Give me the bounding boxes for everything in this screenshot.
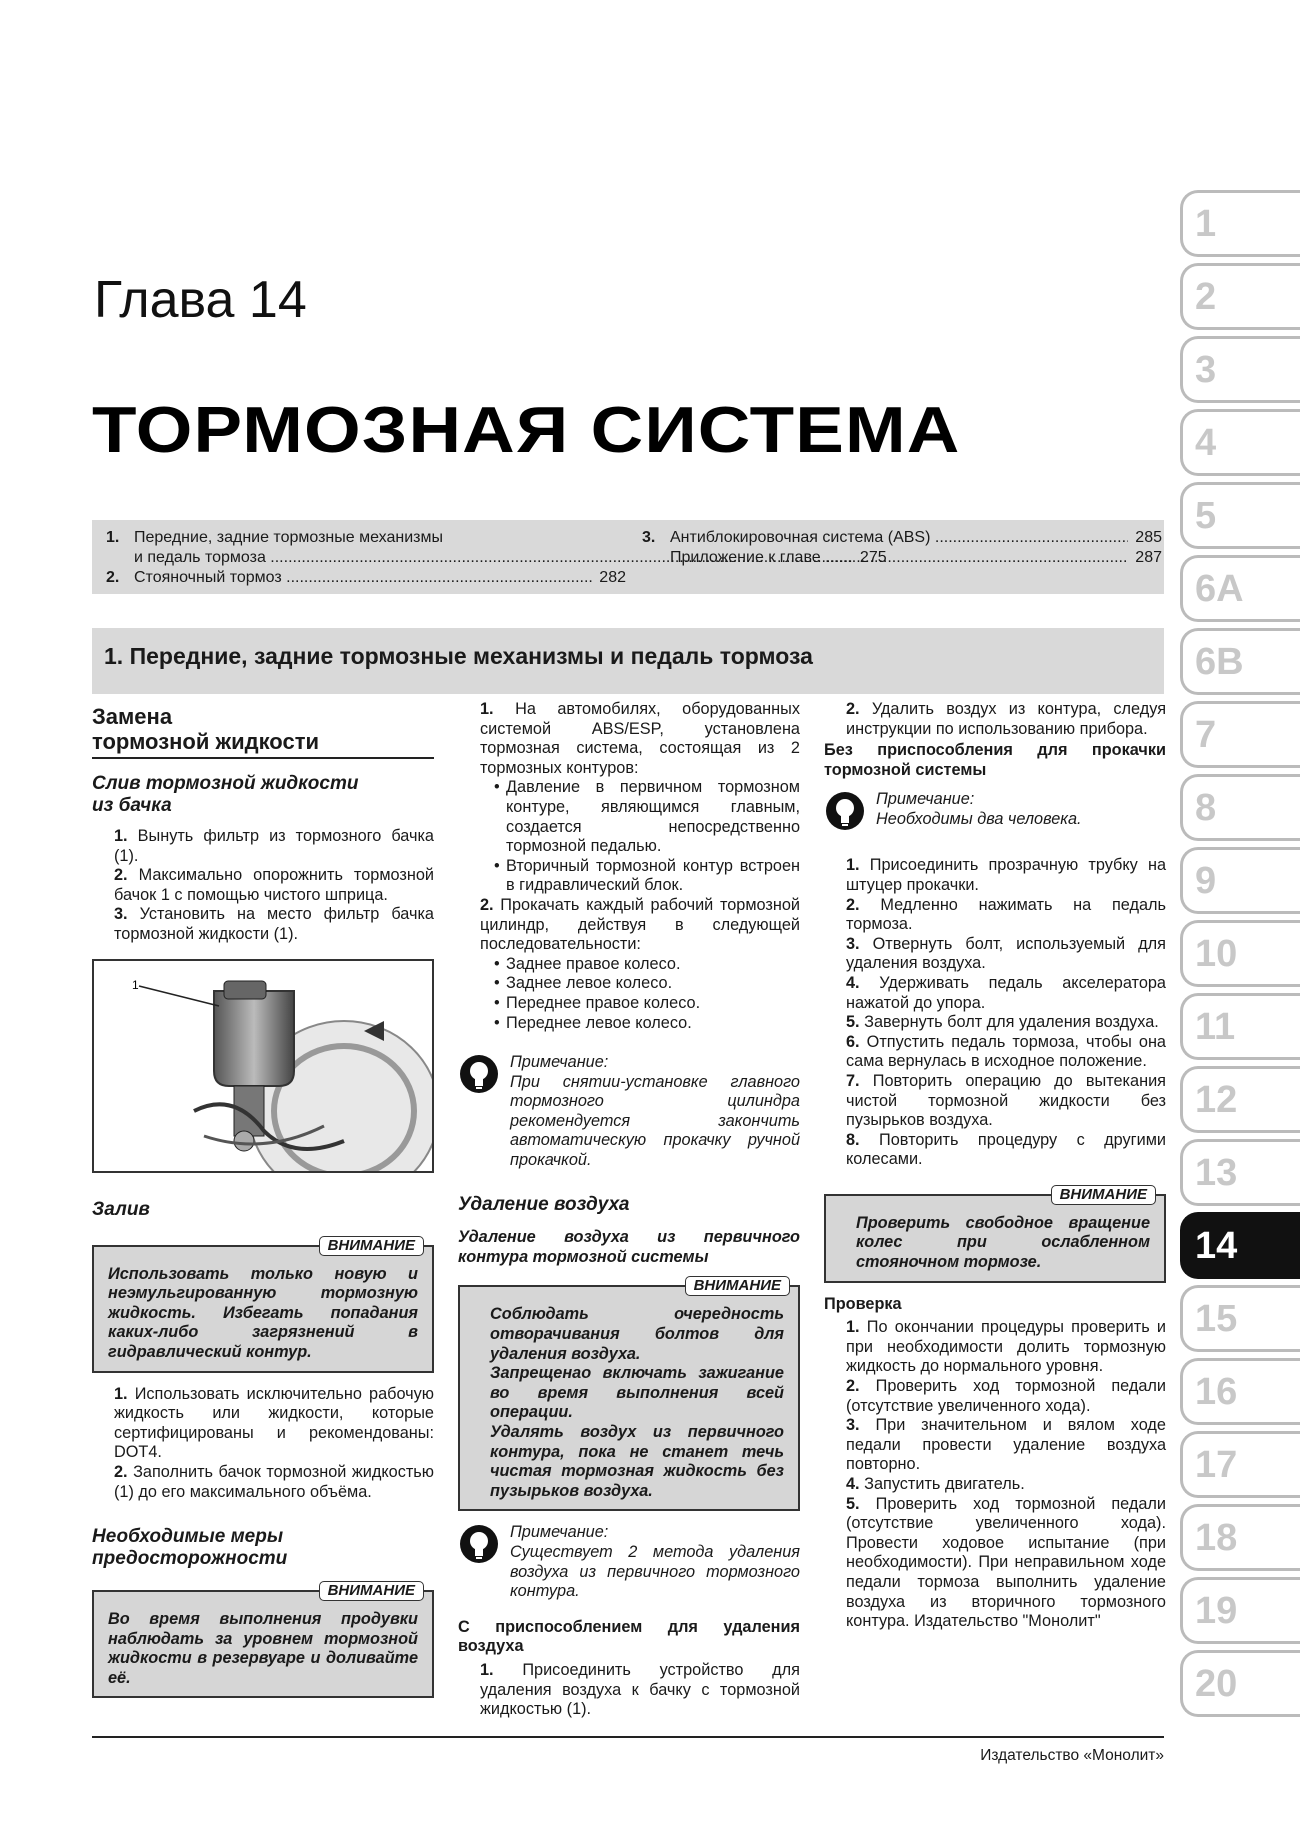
note-label: Примечание: (510, 1523, 609, 1542)
chapter-tab-4[interactable]: 4 (1180, 409, 1300, 476)
bleed-step: 8. Повторить процедуру с другими колесами. (846, 1130, 1166, 1169)
figure-callout-label: 1 (132, 977, 139, 992)
heading-with-device: С приспособлением для удаления воздуха (458, 1617, 800, 1656)
fill-step: 2. Заполнить бачок тормозной жидкостью (1) до его максимального объёма. (114, 1462, 434, 1501)
check-step: 1. По окончании процедуры проверить и при необходимости долить тормозную жидкость до нормального уровня. (846, 1318, 1166, 1376)
lightbulb-icon (458, 1053, 500, 1095)
check-step: 3. При значительном и вялом ходе педали провести удаление воздуха повторно. (846, 1416, 1166, 1474)
warning-text: Проверить свободное вращение колес при ослабленном стояночном тормозе. (856, 1213, 1150, 1272)
heading-air-removal: Удаление воздуха (458, 1193, 630, 1215)
chapter-tab-18[interactable]: 18 (1180, 1504, 1300, 1571)
chapter-number: Глава 14 (94, 271, 307, 329)
table-of-contents (92, 520, 1164, 594)
check-step: 5. Проверить ход тормозной педали (отсутствие увеличенного хода). Провести ходовое испытание (при необходимости). При неправильном ходе педали тормоза выполнить удаление воздуха из вторичного тормозного контура. Издательство "Монолит" (846, 1494, 1166, 1631)
warning-text: Удалять воздух из первичного контура, пока не станет течь чистая тормозная жидкость без пузырьков воздуха. (490, 1423, 784, 1500)
bullet-item: • Вторичный тормозной контур встроен в гидравлический блок. (458, 857, 800, 896)
chapter-tab-7[interactable]: 7 (1180, 701, 1300, 768)
reservoir-illustration (94, 961, 432, 1171)
chapter-tab-8[interactable]: 8 (1180, 774, 1300, 841)
heading-fill: Залив (92, 1198, 150, 1220)
chapter-tab-12[interactable]: 12 (1180, 1066, 1300, 1133)
warning-badge: ВНИМАНИЕ (1051, 1185, 1156, 1205)
chapter-tab-6a[interactable]: 6A (1180, 555, 1300, 622)
heading-fluid-replacement (92, 704, 434, 759)
column-2 (458, 700, 800, 1720)
note-block (458, 1053, 800, 1171)
paragraph: 1. Присоединить устройство для удаления воздуха к бачку с тормозной жидкостью (1). (480, 1660, 800, 1719)
note-label: Примечание: (510, 1053, 609, 1072)
chapter-tab-10[interactable]: 10 (1180, 920, 1300, 987)
toc-entry-2[interactable] (106, 568, 626, 588)
toc-num (642, 548, 670, 568)
toc-text-line: Передние, задние тормозные механизмы (134, 529, 443, 546)
column-3 (824, 700, 1166, 1632)
note-body: Существует 2 метода удаления воздуха из первичного тормозного контура. (510, 1542, 800, 1601)
warning-box-fluid (92, 1236, 434, 1373)
chapter-tab-5[interactable]: 5 (1180, 482, 1300, 549)
heading-drain (92, 773, 434, 817)
lightbulb-icon (824, 790, 866, 832)
warning-text: Соблюдать очередность отворачивания болтов для удаления воздуха. (490, 1305, 784, 1363)
footer-divider (92, 1736, 1164, 1738)
bullet-item: • Давление в первичном тормозном контуре, являющимся главным, создается непосредственно тормозной педалью. (458, 778, 800, 856)
toc-text: Стояночный тормоз ..... (134, 568, 592, 588)
heading-without-device: Без приспособления для прокачки тормозной системы (824, 741, 1166, 779)
note-body: Необходимы два человека. (876, 809, 1082, 828)
heading-line: тормозной жидкости (92, 729, 319, 754)
note-text (500, 1053, 800, 1171)
note-block (458, 1523, 800, 1601)
bleed-step: 1. Присоединить прозрачную трубку на штуцер прокачки. (846, 856, 1166, 894)
note-text (866, 790, 1166, 829)
toc-entry-3[interactable] (642, 528, 1162, 548)
chapter-tab-20[interactable]: 20 (1180, 1650, 1300, 1717)
chapter-tab-1[interactable]: 1 (1180, 190, 1300, 257)
warning-text: Использовать только новую и неэмульгированную тормозную жидкость. Избегать попадания каких-либо загрязнений в гидравлический контур. (108, 1264, 418, 1361)
chapter-tab-11[interactable]: 11 (1180, 993, 1300, 1060)
warning-text: Во время выполнения продувки наблюдать за уровнем тормозной жидкости в резервуаре и доливайте её. (108, 1610, 418, 1687)
warning-box-wheels (824, 1185, 1166, 1283)
heading-precautions (92, 1526, 434, 1570)
toc-page: 275 (859, 549, 887, 566)
bleed-step: 6. Отпустить педаль тормоза, чтобы она сама вернулась в исходное положение. (846, 1032, 1166, 1071)
heading-line: Слив тормозной жидкости (92, 773, 359, 794)
paragraph: 2. Удалить воздух из контура, следуя инструкции по использованию прибора. (846, 700, 1167, 738)
drain-step: 2. Максимально опорожнить тормозной бачок 1 с помощью чистого шприца. (114, 866, 434, 904)
note-body: При снятии-установке главного тормозного цилиндра рекомендуется закончить автоматическую прокачку ручной прокачкой. (510, 1072, 800, 1170)
toc-text: Приложение к главе ..... (670, 548, 1128, 568)
toc-text-line: и педаль тормоза ..... (134, 548, 853, 568)
heading-line: Необходимые меры (92, 1526, 284, 1548)
fill-step: 1. Использовать исключительно рабочую жидкость или жидкости, которые сертифицированы и рекомендованы: DOT4. (114, 1384, 434, 1462)
chapter-tab-2[interactable]: 2 (1180, 263, 1300, 330)
chapter-tab-9[interactable]: 9 (1180, 847, 1300, 914)
note-block (824, 790, 1166, 832)
heading-line: из бачка (92, 795, 172, 816)
heading-line: предосторожности (92, 1548, 288, 1570)
drain-step: 1. Вынуть фильтр из тормозного бачка (1). (114, 827, 434, 865)
wheel-order-item: • Заднее правое колесо. (458, 955, 800, 975)
chapter-tab-14-active[interactable]: 14 (1180, 1212, 1300, 1279)
toc-num: 1. (106, 529, 120, 546)
chapter-tab-19[interactable]: 19 (1180, 1577, 1300, 1644)
lightbulb-icon (458, 1523, 500, 1565)
paragraph: 2. Прокачать каждый рабочий тормозной цилиндр, действуя в следующей последовательности: (480, 895, 800, 954)
toc-page: 287 (1135, 549, 1162, 566)
bleed-step: 7. Повторить операцию до вытекания чистой тормозной жидкости без пузырьков воздуха. (846, 1071, 1166, 1130)
bleed-step: 4. Удерживать педаль акселератора нажатой до упора. (846, 973, 1166, 1012)
toc-text: Антиблокировочная система (ABS) ..... (670, 528, 1128, 548)
chapter-tab-16[interactable]: 16 (1180, 1358, 1300, 1425)
warning-box-level (92, 1582, 434, 1698)
bleed-step: 5. Завернуть болт для удаления воздуха. (846, 1013, 1159, 1032)
wheel-order-item: • Заднее левое колесо. (458, 974, 800, 994)
warning-text: Запрещенао включать зажигание во время выполнения всей операции. (490, 1364, 784, 1422)
chapter-tab-13[interactable]: 13 (1180, 1139, 1300, 1206)
toc-num: 3. (642, 529, 656, 546)
warning-badge: ВНИМАНИЕ (319, 1581, 424, 1601)
note-label: Примечание: (876, 790, 975, 809)
warning-badge: ВНИМАНИЕ (685, 1276, 790, 1296)
wheel-order-item: • Переднее правое колесо. (458, 994, 800, 1014)
publisher-footer: Издательство «Монолит» (980, 1747, 1164, 1764)
chapter-tab-17[interactable]: 17 (1180, 1431, 1300, 1498)
brake-reservoir-figure (92, 959, 434, 1173)
subheading-primary-circuit: Удаление воздуха из первичного контура тормозной системы (458, 1228, 800, 1266)
bleed-step: 2. Медленно нажимать на педаль тормоза. (846, 895, 1166, 934)
chapter-tab-15[interactable]: 15 (1180, 1285, 1300, 1352)
note-text (500, 1523, 800, 1601)
chapter-tab-3[interactable]: 3 (1180, 336, 1300, 403)
section-title: 1. Передние, задние тормозные механизмы и педаль тормоза (92, 628, 1164, 694)
toc-page: 285 (1135, 529, 1162, 546)
chapter-tab-6b[interactable]: 6B (1180, 628, 1300, 695)
bleed-step: 3. Отвернуть болт, используемый для удаления воздуха. (846, 934, 1166, 973)
toc-page: 282 (599, 569, 626, 586)
check-step: 2. Проверить ход тормозной педали (отсутствие увеличенного хода). (846, 1377, 1166, 1415)
warning-badge: ВНИМАНИЕ (319, 1236, 424, 1256)
page-title: ТОРМОЗНАЯ СИСТЕМА (92, 393, 961, 466)
heading-line: Замена (92, 704, 173, 729)
drain-step: 3. Установить на место фильтр бачка тормозной жидкости (1). (114, 905, 434, 943)
toc-num: 2. (106, 569, 120, 586)
heading-check: Проверка (824, 1294, 902, 1313)
check-step: 4. Запустить двигатель. (846, 1475, 1025, 1493)
toc-entry-appendix[interactable] (642, 548, 1162, 568)
column-1 (92, 700, 434, 1710)
wheel-order-item: • Переднее левое колесо. (458, 1014, 800, 1034)
warning-box-bolts (458, 1277, 800, 1511)
paragraph: 1. На автомобилях, оборудованных системой ABS/ESP, установлена тормозная система, состоящая из 2 тормозных контуров: (480, 700, 800, 777)
